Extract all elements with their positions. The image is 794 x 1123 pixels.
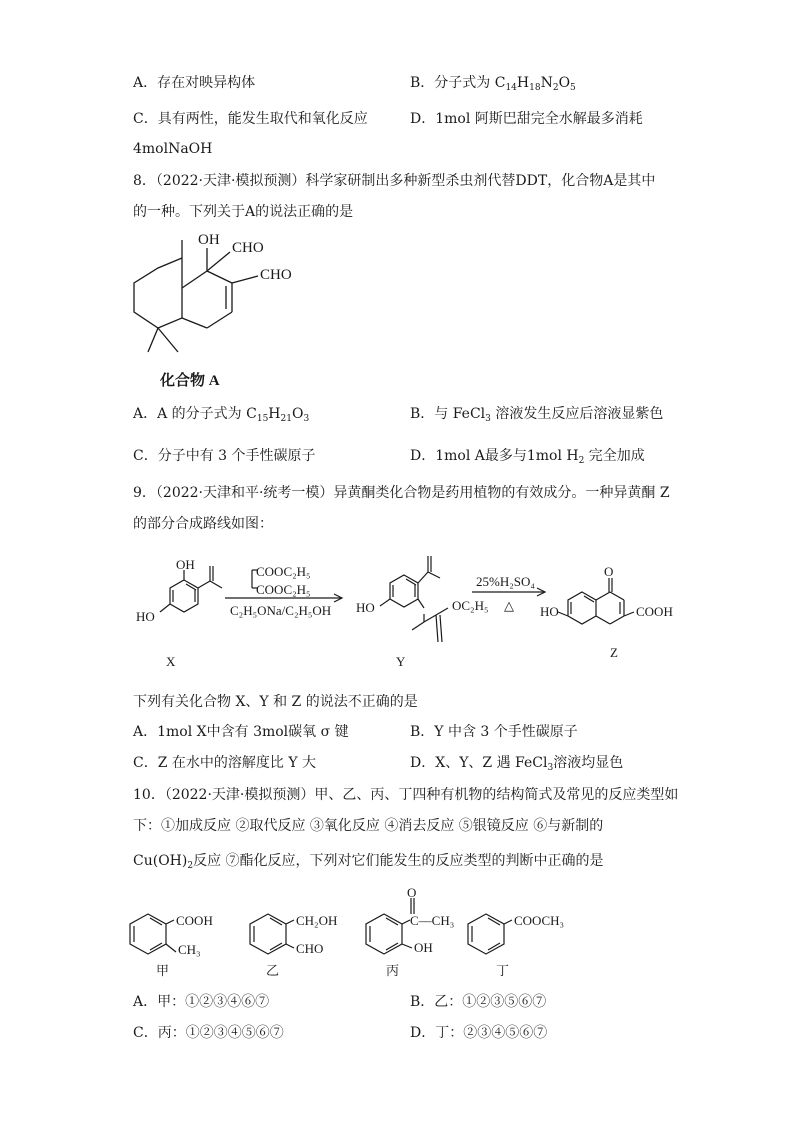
q10-stem-line2: 下：①加成反应 ②取代反应 ③氧化反应 ④消去反应 ⑤银镜反应 ⑥与新制的	[133, 818, 604, 834]
q10-stem-line3: $Cu(OH)_2$反应 ⑦酯化反应，下列对它们能发生的反应类型的判断中正确的是	[133, 853, 604, 871]
q10-option-a: A．甲：①②③④⑥⑦	[133, 994, 270, 1010]
q10-stem-line1: 10．（2022·天津·模拟预测）甲、乙、丙、丁四种有机物的结构简式及常见的反应类型如	[133, 787, 679, 803]
bing-oh-label: OH	[414, 940, 433, 955]
jia-cooh-label: COOH	[176, 913, 213, 928]
q10-option-b: B．乙：①②③⑤⑥⑦	[410, 994, 547, 1010]
q7-option-d: D．1mol 阿斯巴甜完全水解最多消耗	[410, 111, 643, 127]
oxalate-top-label: COOC₂H₅	[256, 564, 311, 579]
q8-option-a: A．A 的分子式为 $C_{15}H_{21}O_3$	[133, 406, 310, 424]
q10-option-c: C．丙：①②③④⑤⑥⑦	[133, 1025, 284, 1041]
oxalate-bottom-label: COOC₂H₅	[256, 582, 311, 597]
y-label: Y	[396, 654, 406, 669]
ding-label: 丁	[496, 963, 510, 978]
z-cooh-label: COOH	[636, 604, 673, 619]
q9-option-a: A．1mol X中含有 3mol碳氧 σ 键	[133, 724, 349, 740]
ding-cooch3-label: COOCH₃	[514, 913, 565, 928]
q8-option-b: B．与 FeCl$_3$ 溶液发生反应后溶液显紫色	[410, 406, 664, 424]
yi-label: 乙	[266, 963, 280, 978]
bing-label: 丙	[386, 963, 400, 978]
jia-ch3-label: CH₃	[178, 942, 201, 957]
q9-option-b: B．Y 中含 3 个手性碳原子	[410, 724, 578, 740]
q7-option-d-cont: 4molNaOH	[133, 141, 213, 157]
q8-stem-line1: 8．（2022·天津·模拟预测）科学家研制出多种新型杀虫剂代替DDT，化合物A是其中	[133, 173, 656, 189]
reagent-acid-label: 25%H₂SO₄	[476, 574, 535, 589]
z-ho-label: HO	[540, 604, 559, 619]
z-o-label: O	[604, 564, 614, 579]
q8-stem-line2: 的一种。下列关于A的说法正确的是	[133, 204, 354, 220]
bing-o-label: O	[407, 885, 417, 900]
q9-option-d: D．X、Y、Z 遇 FeCl$_3$溶液均显色	[410, 755, 624, 773]
q8-option-d: D．1mol A最多与1mol $H_2$ 完全加成	[410, 448, 645, 466]
z-label: Z	[610, 645, 618, 660]
q8-figure-caption: 化合物 A	[160, 373, 220, 389]
q8-oh-label: OH	[198, 232, 220, 248]
q9-option-c: C．Z 在水中的溶解度比 Y 大	[133, 755, 317, 771]
x-ho-label: HO	[136, 609, 155, 624]
heat-symbol: △	[504, 598, 514, 613]
q7-option-a: A．存在对映异构体	[133, 75, 256, 91]
x-label: X	[166, 654, 176, 669]
jia-label: 甲	[156, 963, 170, 978]
q9-question: 下列有关化合物 X、Y 和 Z 的说法不正确的是	[133, 694, 418, 710]
y-oc2h5-label: OC₂H₅	[452, 598, 489, 613]
q9-stem-line2: 的部分合成路线如图：	[133, 516, 273, 532]
x-oh-label: OH	[176, 557, 195, 572]
q7-option-b: B．分子式为 $C_{14}H_{18}N_2O_5$	[410, 75, 576, 93]
y-ho-label: HO	[356, 600, 375, 615]
q9-stem-line1: 9．（2022·天津和平·统考一模）异黄酮类化合物是药用植物的有效成分。一种异黄酮 Z	[133, 485, 670, 501]
q7-option-c: C．具有两性，能发生取代和氧化反应	[133, 111, 368, 127]
yi-cho-label: CHO	[296, 941, 324, 956]
q8-option-c: C．分子中有 3 个手性碳原子	[133, 448, 316, 464]
q8-cho-label-1: CHO	[232, 240, 264, 256]
reagent-base-label: C₂H₅ONa/C₂H₅OH	[230, 603, 332, 618]
q8-cho-label-2: CHO	[260, 267, 292, 283]
q10-option-d: D．丁：②③④⑤⑥⑦	[410, 1025, 548, 1041]
yi-ch2oh-label: CH₂OH	[296, 913, 338, 928]
bing-cch3-label: C—CH₃	[410, 913, 455, 928]
